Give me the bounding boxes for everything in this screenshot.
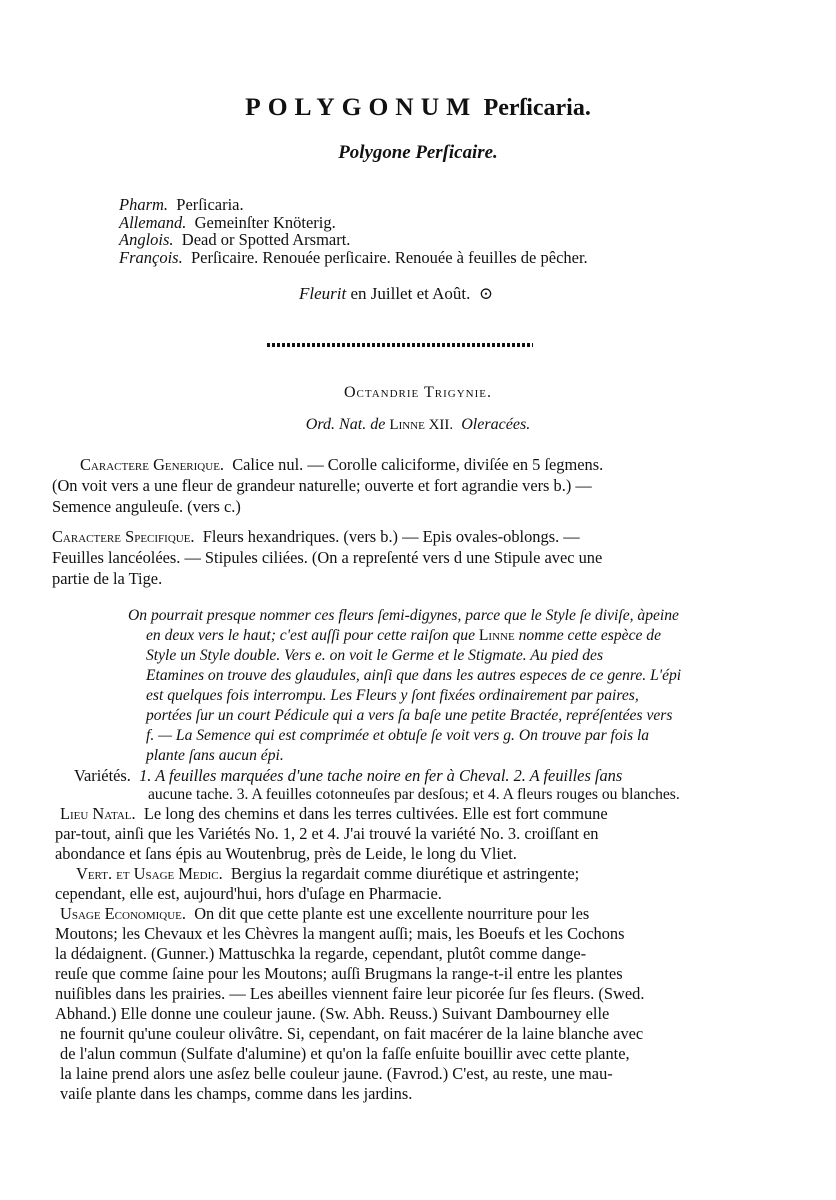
name-row xyxy=(119,196,588,214)
generic-character-line xyxy=(80,455,603,475)
economic-use-line: la dédaignent. (Gunner.) Mattuschka la regarde, cependant, plutôt comme dange- xyxy=(55,944,587,963)
flowering-text: en Juillet et Août. xyxy=(350,284,471,303)
generic-character-line: Semence anguleuſe. (vers c.) xyxy=(52,497,241,516)
name-value: Perſicaire. Renouée perſicaire. Renouée à feuilles de pêcher. xyxy=(190,247,588,267)
note-line xyxy=(146,626,661,646)
flowering-label: Fleurit xyxy=(299,284,347,303)
natural-order xyxy=(0,416,836,434)
name-language: Anglois. xyxy=(119,230,174,249)
note-line: On pourrait presque nommer ces fleurs ſemi-digynes, parce que le Style ſe diviſe, àpeine xyxy=(128,607,679,624)
economic-text: On dit que cette plante est une excellente nourriture pour les xyxy=(194,904,590,923)
generic-character-line: (On voit vers a une fleur de grandeur naturelle; ouverte et fort agrandie vers b.) — xyxy=(52,476,592,495)
specific-text: Fleurs hexandriques. (vers b.) — Epis ovales-oblongs. — xyxy=(202,527,580,546)
common-names-list xyxy=(119,196,588,266)
generic-text: Calice nul. — Corolle caliciforme, diviſée en 5 ſegmens. xyxy=(232,455,604,474)
generic-heading: Caractere Generique. xyxy=(80,455,225,474)
economic-use-line: Abhand.) Elle donne une couleur jaune. (Sw. Abh. Reuss.) Suivant Dambourney elle xyxy=(55,1004,610,1023)
varieties-line xyxy=(74,766,622,786)
name-value: Perſicaria. xyxy=(176,195,244,214)
habitat-line: par-tout, ainſi que les Variétés No. 1, 2 et 4. J'ai trouvé la variété No. 3. croiſſant en xyxy=(55,824,599,843)
economic-use-line xyxy=(60,904,589,924)
note-line: plante ſans aucun épi. xyxy=(146,747,284,764)
varieties-line: aucune tache. 3. A feuilles cotonneuſes par desſous; et 4. A fleurs rouges ou blanches. xyxy=(148,786,680,803)
habitat-text: Le long des chemins et dans les terres cultivées. Elle est fort commune xyxy=(143,804,608,823)
annual-symbol-icon: ⊙ xyxy=(478,284,494,303)
note-line: Etamines on trouve des glaudules, ainſi que dans les autres especes de ce genre. L'épi xyxy=(146,667,682,684)
note-line: est quelques fois interrompu. Les Fleurs y ſont fixées ordinairement par paires, xyxy=(146,687,639,704)
page-title xyxy=(0,92,836,122)
order-de: de xyxy=(370,416,386,433)
name-value: Gemeinſter Knöterig. xyxy=(194,212,336,232)
name-language: Allemand. xyxy=(119,212,187,232)
habitat-line xyxy=(60,804,608,824)
french-name: Polygone Perſicaire. xyxy=(338,142,498,163)
specific-character-line xyxy=(52,527,580,547)
name-language: François. xyxy=(119,247,183,267)
order-family: Oleracées. xyxy=(461,416,531,433)
species-name: Perſicaria. xyxy=(483,95,591,121)
note-line: portées ſur un court Pédicule qui a vers ſa baſe une petite Bractée, repréſentées vers xyxy=(146,707,673,724)
economic-use-line: Moutons; les Chevaux et les Chèvres la mangent auſſi; mais, les Boeufs et les Cochons xyxy=(55,924,625,943)
name-language: Pharm. xyxy=(119,195,169,214)
flowering-time xyxy=(299,284,493,304)
name-row xyxy=(119,249,588,267)
medical-use-line xyxy=(76,864,579,884)
note-line: Style un Style double. Vers e. on voit le Germe et le Stigmate. Au pied des xyxy=(146,647,604,664)
medical-text: Bergius la regardait comme diurétique et astringente; xyxy=(230,864,580,883)
note-text: nomme cette espèce de xyxy=(518,627,662,644)
note-linne: Linne xyxy=(478,627,515,644)
economic-use-line: ne fournit qu'une couleur olivâtre. Si, cependant, on fait macérer de la laine blanche avec xyxy=(60,1024,644,1043)
order-label: Ord. Nat. xyxy=(305,416,367,433)
note-line: f. — La Semence qui est comprimée et obtuſe ſe voit vers g. On trouve par fois la xyxy=(146,727,650,744)
specific-character-line: Feuilles lancéolées. — Stipules ciliées. (On a repreſenté vers d une Stipule avec une xyxy=(52,548,603,567)
varieties-text: 1. A feuilles marquées d'une tache noire en fer à Cheval. 2. A feuilles ſans xyxy=(139,766,623,785)
habitat-line: abondance et ſans épis au Woutenbrug, près de Leide, le long du Vliet. xyxy=(55,844,517,863)
name-row xyxy=(119,231,588,249)
varieties-heading: Variétés. xyxy=(74,766,131,785)
linnaean-class: Octandrie Trigynie. xyxy=(343,384,493,401)
economic-use-line: reuſe que comme ſaine pour les Moutons; auſſi Brugmans la range-t-il entre les plantes xyxy=(55,964,623,983)
economic-use-line: de l'alun commun (Sulfate d'alumine) et qu'on la faſſe enſuite bouillir avec cette plante, xyxy=(60,1044,630,1063)
medical-heading: Vert. et Usage Medic. xyxy=(76,864,223,883)
habitat-heading: Lieu Natal. xyxy=(60,804,136,823)
economic-use-line: nuiſibles dans les prairies. — Les abeilles viennent faire leur picorée ſur ſes fleurs. (Swed. xyxy=(55,984,645,1003)
order-linne: Linne XII. xyxy=(389,417,454,433)
economic-use-line: la laine prend alors une asſez belle couleur jaune. (Favrod.) C'est, au reste, une mau- xyxy=(60,1064,613,1083)
note-text: en deux vers le haut; c'est auſſi pour cette raiſon que xyxy=(146,627,475,644)
name-row xyxy=(119,214,588,232)
medical-use-line: cependant, elle est, aujourd'hui, hors d'uſage en Pharmacie. xyxy=(55,884,442,903)
ornamental-divider xyxy=(267,343,533,347)
specific-heading: Caractere Specifique. xyxy=(52,527,195,546)
name-value: Dead or Spotted Arsmart. xyxy=(181,230,351,249)
economic-use-line: vaiſe plante dans les champs, comme dans les jardins. xyxy=(60,1084,413,1103)
economic-heading: Usage Economique. xyxy=(60,904,186,923)
specific-character-line: partie de la Tige. xyxy=(52,569,163,588)
genus-name: POLYGONUM xyxy=(245,92,478,121)
